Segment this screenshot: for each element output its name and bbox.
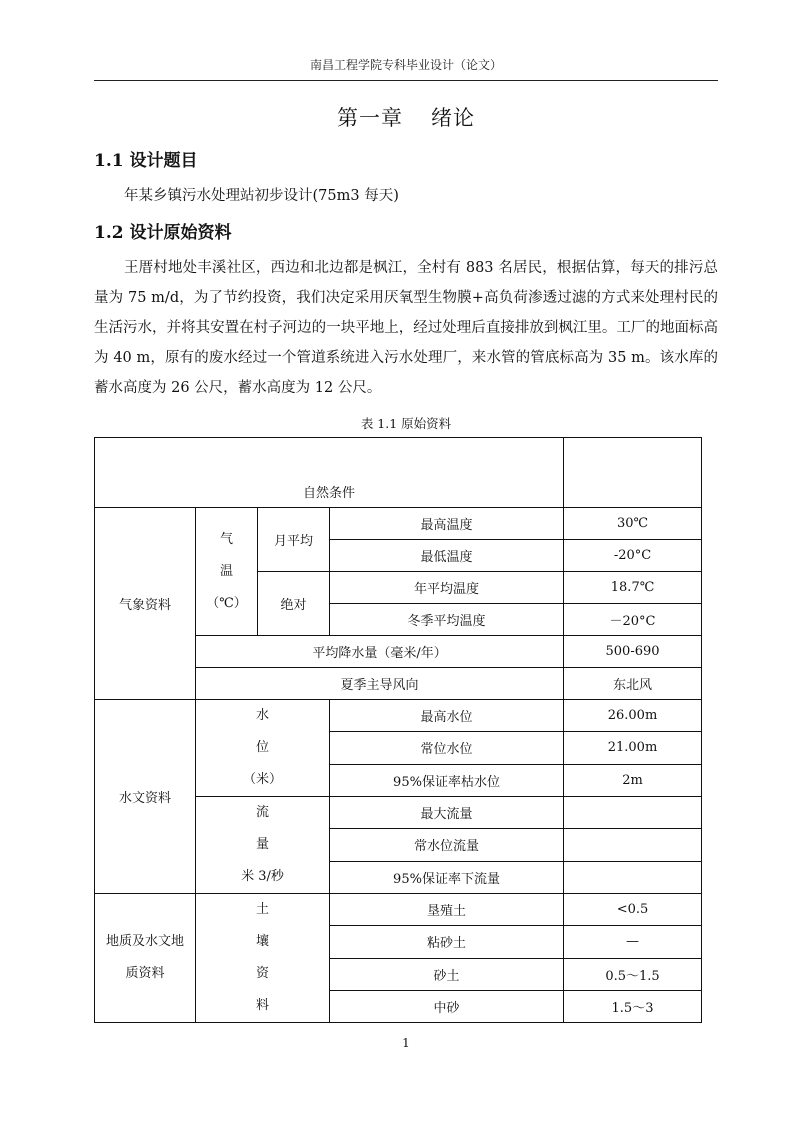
page-header: 南昌工程学院专科毕业设计（论文） (309, 58, 502, 72)
table-cell: 26.00m (564, 700, 702, 732)
table-row (95, 438, 702, 508)
raw-data-table (94, 437, 702, 1023)
temperature-label-line: （℃） (206, 595, 247, 611)
table-cell: 30℃ (564, 508, 702, 540)
rainfall-cell: 平均降水量（毫米/年） (196, 636, 564, 668)
flow-label-cell (196, 797, 330, 894)
geo-group-line: 地质及水文地 (105, 934, 184, 949)
table-cell: 2m (564, 764, 702, 796)
water-level-label-line: 水 (255, 708, 269, 723)
table-row (95, 700, 702, 732)
temperature-label-cell (196, 508, 258, 636)
wind-cell: 夏季主导风向 (196, 668, 564, 700)
natural-conditions-header: 自然条件 (95, 438, 564, 508)
chapter-title (94, 102, 718, 132)
table-cell (564, 861, 702, 893)
table-cell (564, 797, 702, 829)
section-heading-1-1: 1.1 设计题目 (94, 151, 198, 171)
table-cell: — (564, 926, 702, 958)
hydro-group-cell: 水文资料 (95, 700, 196, 894)
table-cell: 500-690 (564, 636, 702, 668)
table-cell: 常水位流量 (330, 829, 564, 861)
table-caption: 表 1.1 原始资料 (360, 416, 452, 431)
table-cell: 年平均温度 (330, 572, 564, 604)
soil-label-line: 资 (255, 966, 269, 981)
water-level-label-line: 位 (255, 740, 269, 755)
table-cell: 砂土 (330, 958, 564, 990)
temperature-label-line: 气 (219, 531, 233, 547)
page-number: 1 (402, 1036, 410, 1050)
flow-label-line: 流 (255, 805, 269, 820)
table-cell: 最大流量 (330, 797, 564, 829)
table-cell: 最高温度 (330, 508, 564, 540)
temperature-label-line: 温 (219, 563, 233, 579)
water-level-label-cell (196, 700, 330, 797)
table-cell: 常位水位 (330, 732, 564, 764)
table-row (95, 894, 702, 926)
water-level-label-line: （米） (242, 772, 282, 787)
flow-label-line: 米 3/秒 (241, 869, 284, 884)
table-cell: 垦殖土 (330, 894, 564, 926)
table-cell: 1.5～3 (564, 990, 702, 1022)
soil-label-line: 料 (255, 998, 269, 1013)
soil-label-line: 壤 (255, 934, 269, 949)
table-cell: 21.00m (564, 732, 702, 764)
table-cell (564, 829, 702, 861)
table-cell: 冬季平均温度 (330, 604, 564, 636)
table-cell: -20°C (564, 540, 702, 572)
table-cell: 18.7℃ (564, 572, 702, 604)
table-cell: －20°C (564, 604, 702, 636)
monthly-average-cell: 月平均 (258, 508, 330, 572)
design-topic-text: 年某乡镇污水处理站初步设计(75m3 每天) (124, 188, 399, 204)
table-cell: 粘砂土 (330, 926, 564, 958)
section-heading-1-2: 1.2 设计原始资料 (94, 223, 232, 243)
flow-label-line: 量 (255, 837, 269, 852)
table-cell: 最低温度 (330, 540, 564, 572)
table-cell: <0.5 (564, 894, 702, 926)
absolute-cell: 绝对 (258, 572, 330, 636)
design-data-paragraph: 王厝村地处丰溪社区，西边和北边都是枫江，全村有 883 名居民，根据估算，每天的排污总量为 75 m/d，为了节约投资，我们决定采用厌氧型生物膜+高负荷渗透过滤的方式来处理村民的生活污水，并将其安置在村子河边的一块平地上，经过处理后直接排放到枫江里。工厂的地面标高为 40 m，原有的废水经过一个管道系统进入污水处理厂，来水管的管底标高为 35 m。该水库的蓄水高度为 26 公尺，蓄水高度为 12 公尺。 (94, 260, 718, 396)
table-row (95, 508, 702, 540)
meteo-group-cell: 气象资料 (95, 508, 196, 700)
table-cell: 95%保证率枯水位 (330, 764, 564, 796)
table-cell (564, 438, 702, 508)
geo-group-cell (95, 894, 196, 1023)
chapter-title-name: 绪论 (431, 106, 475, 130)
table-cell: 0.5～1.5 (564, 958, 702, 990)
soil-label-cell (196, 894, 330, 1023)
table-cell: 中砂 (330, 990, 564, 1022)
soil-label-line: 土 (255, 902, 269, 917)
table-cell: 95%保证率下流量 (330, 861, 564, 893)
table-cell: 东北风 (564, 668, 702, 700)
header-rule (94, 80, 718, 81)
chapter-title-number: 第一章 (337, 106, 403, 130)
table-cell: 最高水位 (330, 700, 564, 732)
geo-group-line: 质资料 (125, 966, 165, 981)
